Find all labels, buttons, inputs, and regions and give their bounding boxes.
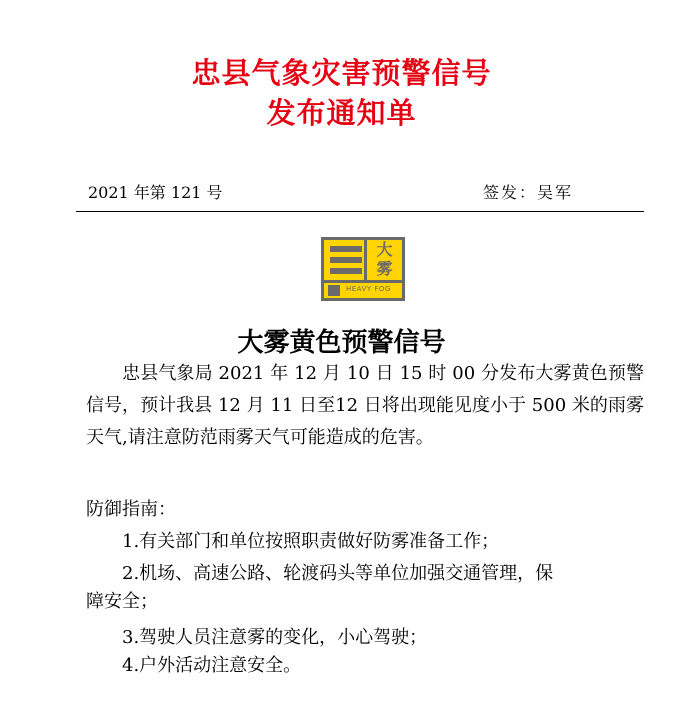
signer: 签发：吴军 [483,183,574,202]
guide-item-2-line1: 2.机场、高速公路、轮渡码头等单位加强交通管理，保 [122,563,554,584]
badge-char-top: 大 [376,240,393,259]
guide-heading: 防御指南： [86,499,176,520]
badge-characters [367,240,402,280]
document-title-line2: 发布通知单 [266,96,417,130]
guide-item-3: 3.驾驶人员注意雾的变化，小心驾驶； [122,627,428,648]
document-number: 2021 年第 121 号 [88,183,223,202]
guide-item-2-line2: 障安全； [86,591,158,612]
signal-body-text: 忠县气象局 2021 年 12 月 10 日 15 时 00 分发布大雾黄色预警信号，预计我县 12 月 11 日至12 日将出现能见度小于 500 米的雨雾天气,请注意防范雨雾天气可能造成的危害。 [86,363,644,448]
signal-body [86,358,644,454]
badge-mark-icon [328,285,340,296]
header-divider [76,211,644,212]
guide-item-4: 4.户外活动注意安全。 [122,655,302,676]
badge-english-label: HEAVY FOG [346,285,391,293]
heavy-fog-yellow-warning-icon [321,237,405,301]
guide-item-1: 1.有关部门和单位按照职责做好防雾准备工作； [122,531,500,552]
badge-footer [324,283,402,298]
signal-title: 大雾黄色预警信号 [237,328,446,358]
badge-char-bottom: 雾 [376,259,393,278]
fog-lines-icon [324,240,364,280]
document-title-line1: 忠县气象灾害预警信号 [191,56,492,90]
